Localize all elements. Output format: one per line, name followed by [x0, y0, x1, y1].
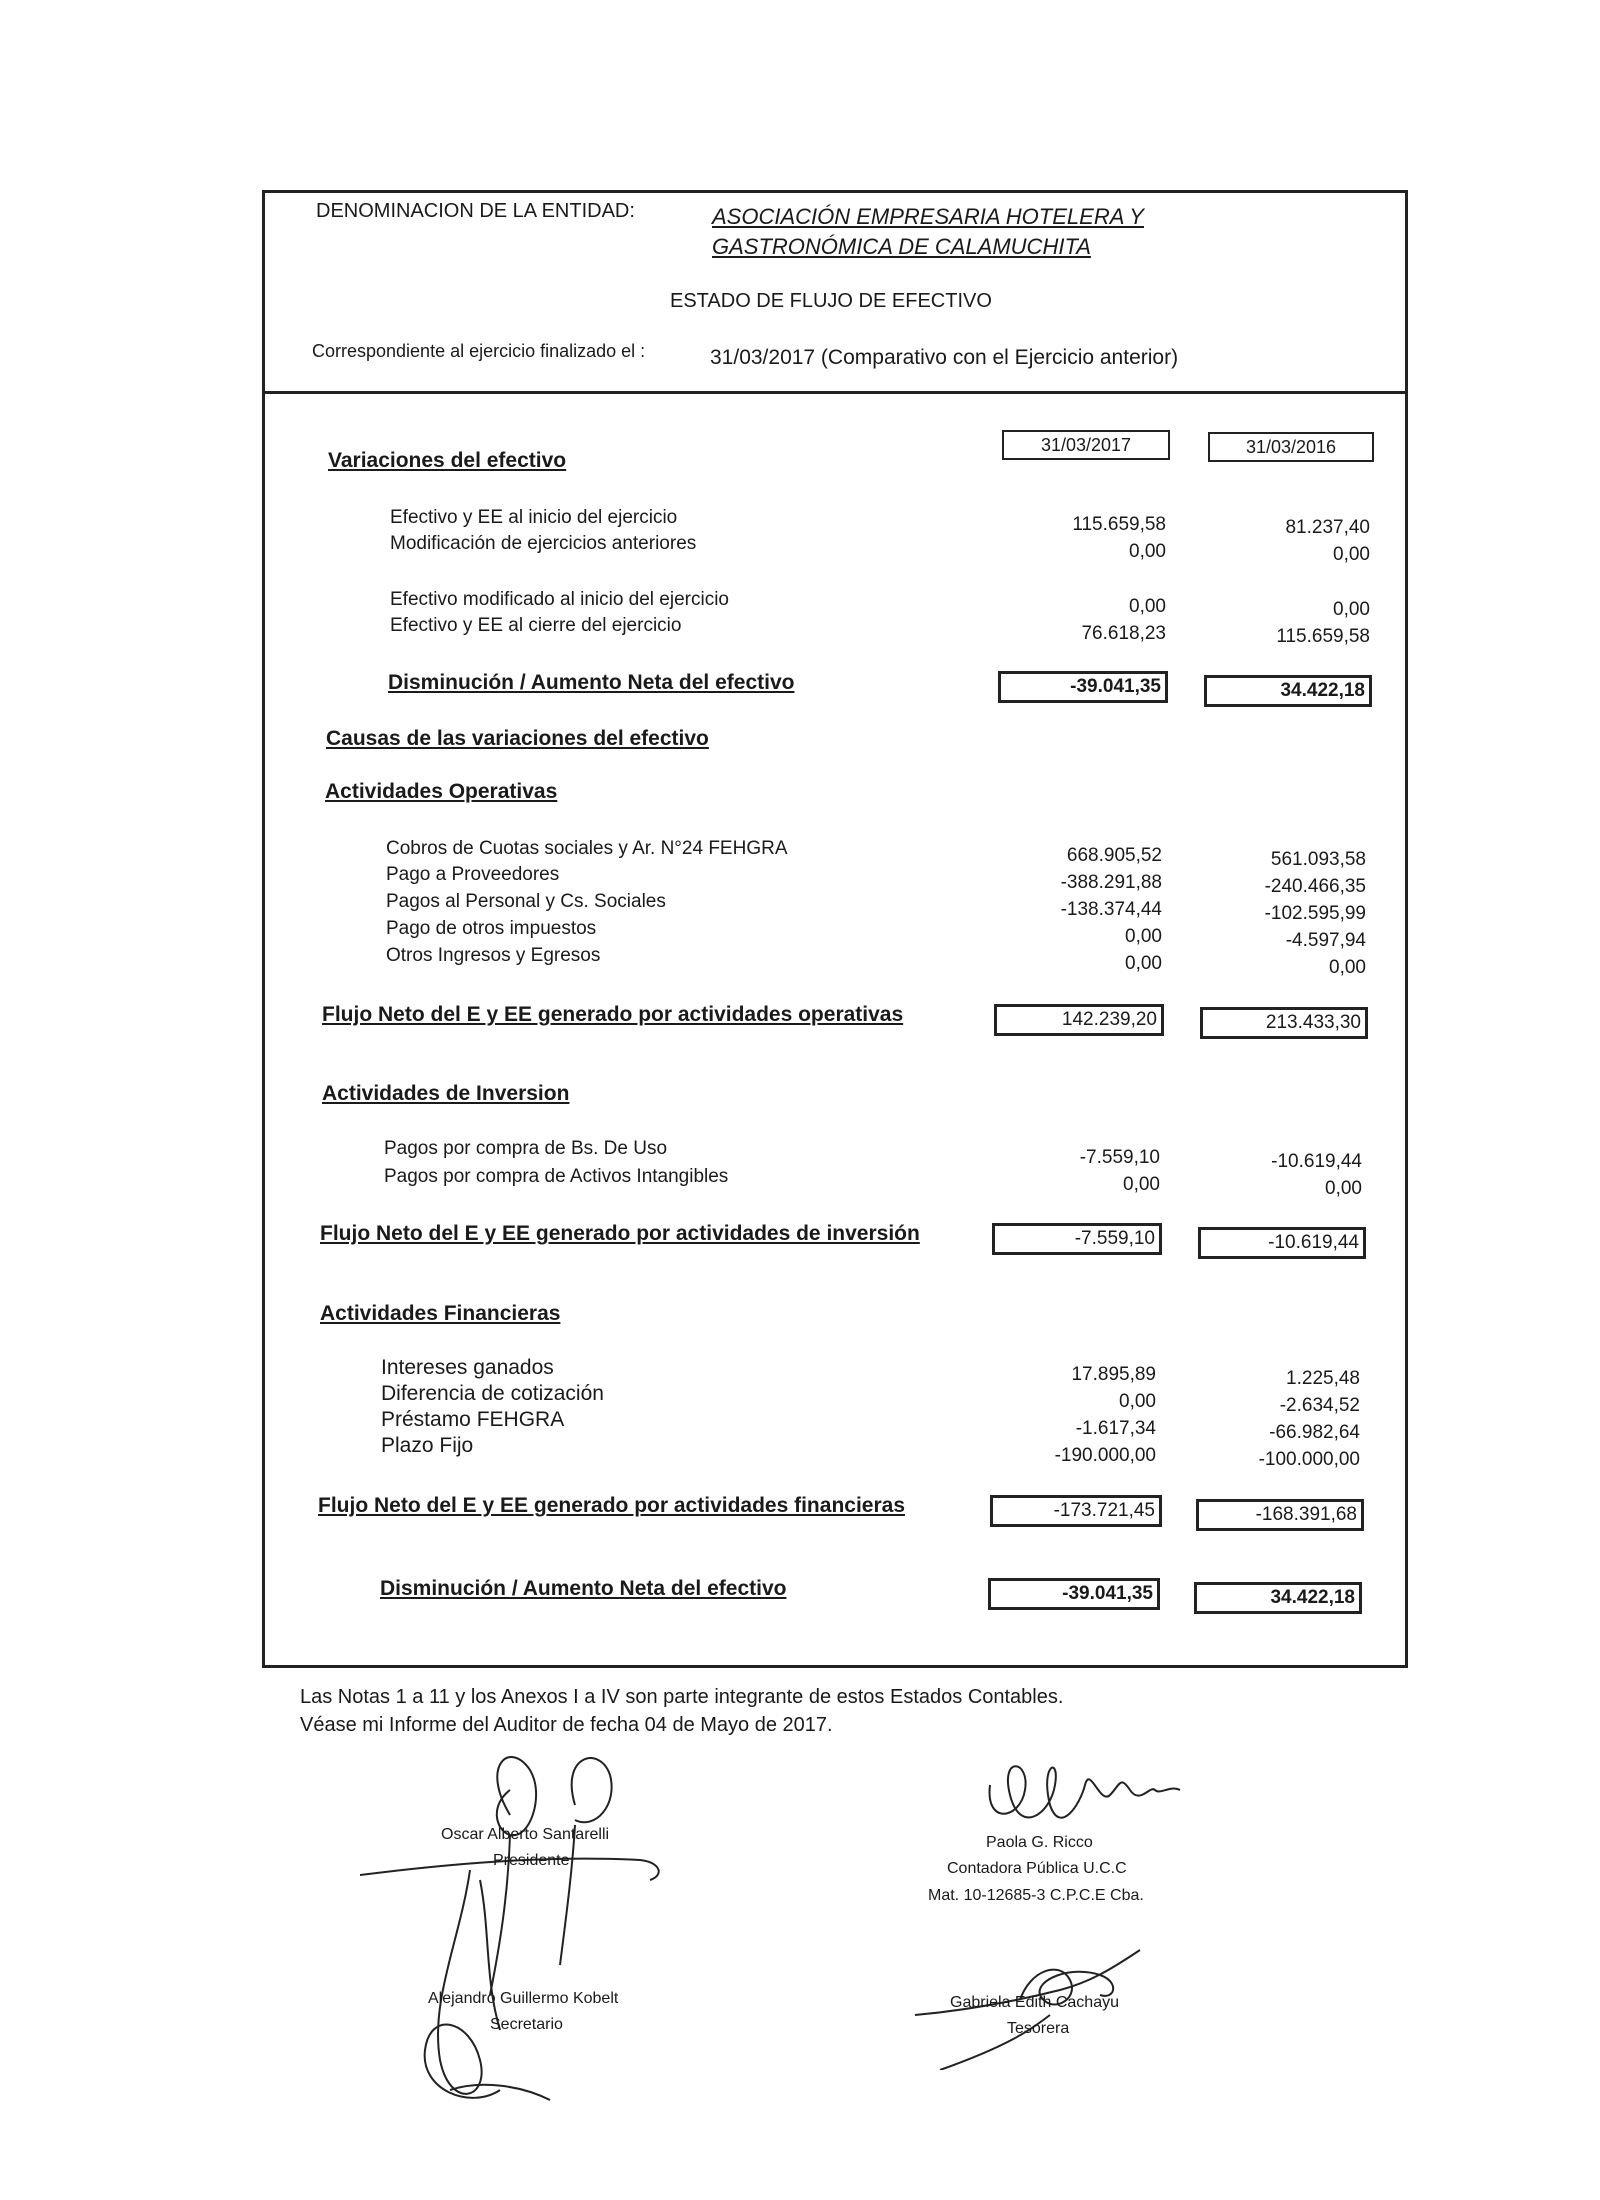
row-value-previous: -4.597,94 [1285, 930, 1366, 951]
presidente-role: Presidente [493, 1852, 570, 1869]
total-value-current: -39.041,35 [998, 671, 1168, 703]
final-total-label: Disminución / Aumento Neta del efectivo [380, 1577, 787, 1600]
row-value-current: -388.291,88 [1060, 872, 1162, 893]
row-value-previous: -10.619,44 [1271, 1151, 1362, 1172]
row-value-current: -190.000,00 [1054, 1445, 1156, 1466]
statement-title: ESTADO DE FLUJO DE EFECTIVO [670, 290, 992, 312]
row-value-current: 668.905,52 [1066, 845, 1162, 866]
column-header-current: 31/03/2017 [1002, 430, 1170, 460]
header-divider [265, 391, 1405, 394]
total-value-current: -7.559,10 [992, 1223, 1162, 1255]
row-label: Pago de otros impuestos [386, 918, 597, 939]
row-value-previous: 81.237,40 [1285, 517, 1370, 538]
period-value: 31/03/2017 (Comparativo con el Ejercicio anterior) [710, 346, 1179, 369]
row-value-previous: 115.659,58 [1276, 626, 1370, 647]
section-title-variaciones: Variaciones del efectivo [328, 449, 567, 472]
row-label: Pagos al Personal y Cs. Sociales [386, 891, 666, 912]
row-value-current: -7.559,10 [1079, 1147, 1160, 1168]
row-label: Préstamo FEHGRA [381, 1408, 565, 1431]
tesorera-name: Gabriela Edith Cachayu [950, 1994, 1119, 2011]
total-value-current: 142.239,20 [994, 1004, 1164, 1036]
row-value-current: 0,00 [1119, 1391, 1156, 1412]
section-title-operativas: Actividades Operativas [325, 780, 558, 803]
row-value-current: 0,00 [1125, 926, 1162, 947]
row-value-current: 17.895,89 [1071, 1364, 1156, 1385]
final-total-previous: 34.422,18 [1194, 1582, 1362, 1614]
final-total-current: -39.041,35 [988, 1578, 1160, 1610]
total-label-financieras: Flujo Neto del E y EE generado por actividades financieras [318, 1494, 905, 1517]
tesorera-role: Tesorera [1007, 2020, 1070, 2037]
total-value-previous: -10.619,44 [1198, 1227, 1366, 1259]
row-value-previous: 0,00 [1333, 544, 1370, 565]
total-value-previous: -168.391,68 [1196, 1499, 1364, 1531]
section-title-financieras: Actividades Financieras [320, 1302, 561, 1325]
row-label: Cobros de Cuotas sociales y Ar. N°24 FEHGRA [386, 838, 788, 859]
row-label: Efectivo modificado al inicio del ejercicio [390, 589, 729, 610]
row-value-previous: 0,00 [1333, 599, 1370, 620]
row-value-previous: -2.634,52 [1279, 1395, 1360, 1416]
section-title-causas: Causas de las variaciones del efectivo [326, 727, 709, 750]
contadora-registration: Mat. 10-12685-3 C.P.C.E Cba. [928, 1887, 1144, 1904]
section-title-inversion: Actividades de Inversion [322, 1082, 570, 1105]
row-value-current: 115.659,58 [1072, 514, 1166, 535]
row-value-previous: -66.982,64 [1269, 1422, 1360, 1443]
column-header-previous: 31/03/2016 [1208, 432, 1374, 462]
row-label: Diferencia de cotización [381, 1382, 604, 1405]
entity-name-line-2: GASTRONÓMICA DE CALAMUCHITA [712, 234, 1091, 259]
row-label: Pagos por compra de Activos Intangibles [384, 1166, 729, 1187]
total-label-inversion: Flujo Neto del E y EE generado por actividades de inversión [320, 1222, 920, 1245]
row-value-current: 0,00 [1129, 541, 1166, 562]
row-value-current: -1.617,34 [1075, 1418, 1156, 1439]
row-label: Plazo Fijo [381, 1434, 474, 1457]
row-value-current: 0,00 [1123, 1174, 1160, 1195]
row-value-previous: -102.595,99 [1264, 903, 1366, 924]
row-value-current: 0,00 [1125, 953, 1162, 974]
contadora-role: Contadora Pública U.C.C [947, 1860, 1127, 1877]
row-value-previous: 1.225,48 [1286, 1368, 1360, 1389]
row-label: Intereses ganados [381, 1356, 554, 1379]
secretario-name: Alejandro Guillermo Kobelt [428, 1990, 619, 2007]
row-label: Efectivo y EE al cierre del ejercicio [390, 615, 682, 636]
contadora-signature [980, 1745, 1190, 1835]
row-value-previous: -240.466,35 [1264, 876, 1366, 897]
footer-note-line-2: Véase mi Informe del Auditor de fecha 04 de Mayo de 2017. [300, 1714, 833, 1736]
total-label-variaciones: Disminución / Aumento Neta del efectivo [388, 671, 795, 694]
row-value-current: 76.618,23 [1081, 623, 1166, 644]
period-label: Correspondiente al ejercicio finalizado el : [312, 341, 646, 361]
row-value-previous: 0,00 [1329, 957, 1366, 978]
presidente-name: Oscar Alberto Santarelli [441, 1826, 610, 1843]
row-value-previous: 561.093,58 [1270, 849, 1366, 870]
secretario-role: Secretario [490, 2016, 563, 2033]
entity-label: DENOMINACION DE LA ENTIDAD: [316, 200, 635, 222]
row-label: Pago a Proveedores [386, 864, 560, 885]
row-label: Modificación de ejercicios anteriores [390, 533, 697, 554]
row-label: Otros Ingresos y Egresos [386, 945, 601, 966]
total-label-operativas: Flujo Neto del E y EE generado por actividades operativas [322, 1003, 904, 1026]
contadora-name: Paola G. Ricco [986, 1834, 1093, 1851]
row-value-current: -138.374,44 [1060, 899, 1162, 920]
footer-note-line-1: Las Notas 1 a 11 y los Anexos I a IV son parte integrante de estos Estados Contables. [300, 1686, 1064, 1708]
total-value-previous: 213.433,30 [1200, 1007, 1368, 1039]
total-value-previous: 34.422,18 [1204, 675, 1372, 707]
total-value-current: -173.721,45 [990, 1495, 1162, 1527]
entity-name-line-1: ASOCIACIÓN EMPRESARIA HOTELERA Y [712, 204, 1144, 229]
row-value-previous: 0,00 [1325, 1178, 1362, 1199]
row-label: Efectivo y EE al inicio del ejercicio [390, 507, 678, 528]
row-value-previous: -100.000,00 [1258, 1449, 1360, 1470]
row-value-current: 0,00 [1129, 596, 1166, 617]
row-label: Pagos por compra de Bs. De Uso [384, 1138, 668, 1159]
